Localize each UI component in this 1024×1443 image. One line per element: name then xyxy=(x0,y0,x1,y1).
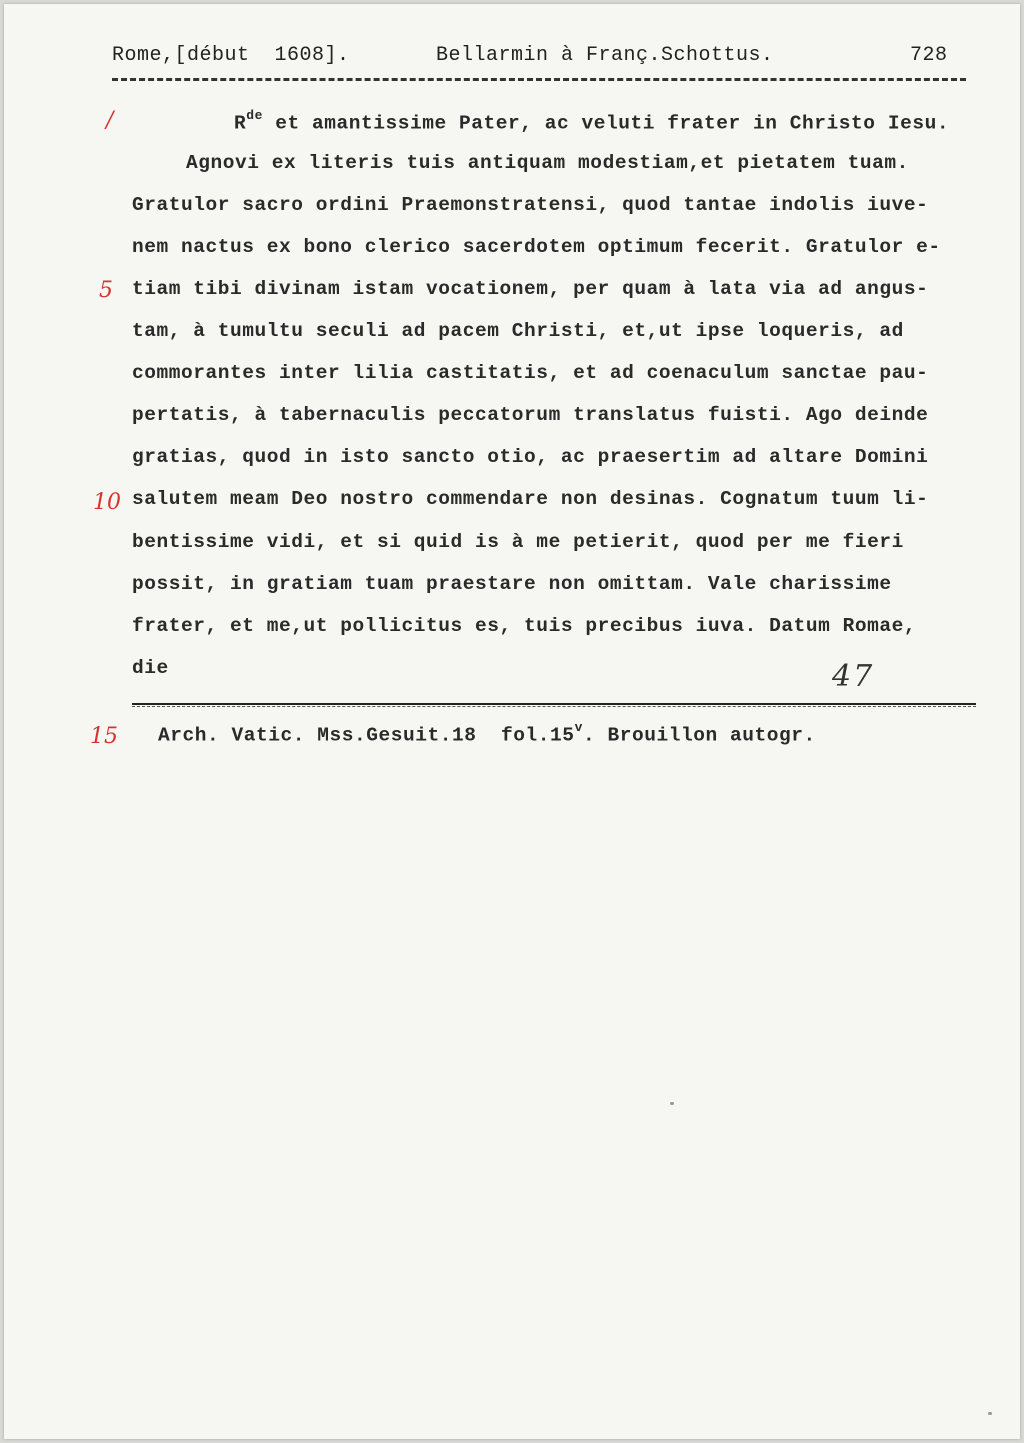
letter-line: commorantes inter lilia castitatis, et ad coenaculum sanctae pau- xyxy=(132,362,929,384)
page-number: 728 xyxy=(910,44,948,67)
footnote-divider-dashed xyxy=(132,706,976,707)
header-title: Bellarmin à Franç.Schottus. xyxy=(436,44,774,67)
salutation-superscript: de xyxy=(246,108,263,123)
letter-line: die xyxy=(132,657,169,679)
letter-line: frater, et me,ut pollicitus es, tuis precibus iuva. Datum Romae, xyxy=(132,615,917,637)
salutation-prefix: R xyxy=(234,112,247,135)
salutation-line xyxy=(234,110,949,135)
letter-line: bentissime vidi, et si quid is à me petierit, quod per me fieri xyxy=(132,531,904,553)
letter-line: possit, in gratiam tuam praestare non omittam. Vale charissime xyxy=(132,573,892,595)
letter-line: pertatis, à tabernaculis peccatorum translatus fuisti. Ago deinde xyxy=(132,404,929,426)
letter-line: tiam tibi divinam istam vocationem, per quam à lata via ad angus- xyxy=(132,278,929,300)
handwritten-annotation: 47 xyxy=(832,659,875,694)
margin-line-number-1: / xyxy=(106,108,114,133)
margin-line-number-15: 15 xyxy=(90,724,118,749)
letter-line: salutem meam Deo nostro commendare non desinas. Cognatum tuum li- xyxy=(132,488,929,510)
footnote-text: Arch. Vatic. Mss.Gesuit.18 fol.15 xyxy=(158,724,575,747)
letter-line: tam, à tumultu seculi ad pacem Christi, et,ut ipse loqueris, ad xyxy=(132,320,904,342)
footnote-suffix: . Brouillon autogr. xyxy=(582,724,816,747)
header-place-date: Rome,[début 1608]. xyxy=(112,44,350,67)
margin-line-number-5: 5 xyxy=(99,278,113,303)
letter-line: Agnovi ex literis tuis antiquam modestiam,et pietatem tuam. xyxy=(186,152,909,174)
footnote-divider xyxy=(132,703,976,705)
paper-speck xyxy=(670,1102,674,1105)
salutation-text: et amantissime Pater, ac veluti frater in Christo Iesu. xyxy=(262,112,950,135)
letter-line: Gratulor sacro ordini Praemonstratensi, quod tantae indolis iuve- xyxy=(132,194,929,216)
paper-speck xyxy=(988,1412,992,1415)
header-divider xyxy=(112,78,966,81)
letter-line: gratias, quod in isto sancto otio, ac praesertim ad altare Domini xyxy=(132,446,929,468)
letter-line: nem nactus ex bono clerico sacerdotem optimum fecerit. Gratulor e- xyxy=(132,236,941,258)
document-page xyxy=(4,4,1020,1439)
footnote-superscript: v xyxy=(574,720,583,735)
margin-line-number-10: 10 xyxy=(93,490,121,515)
footnote xyxy=(158,722,816,747)
